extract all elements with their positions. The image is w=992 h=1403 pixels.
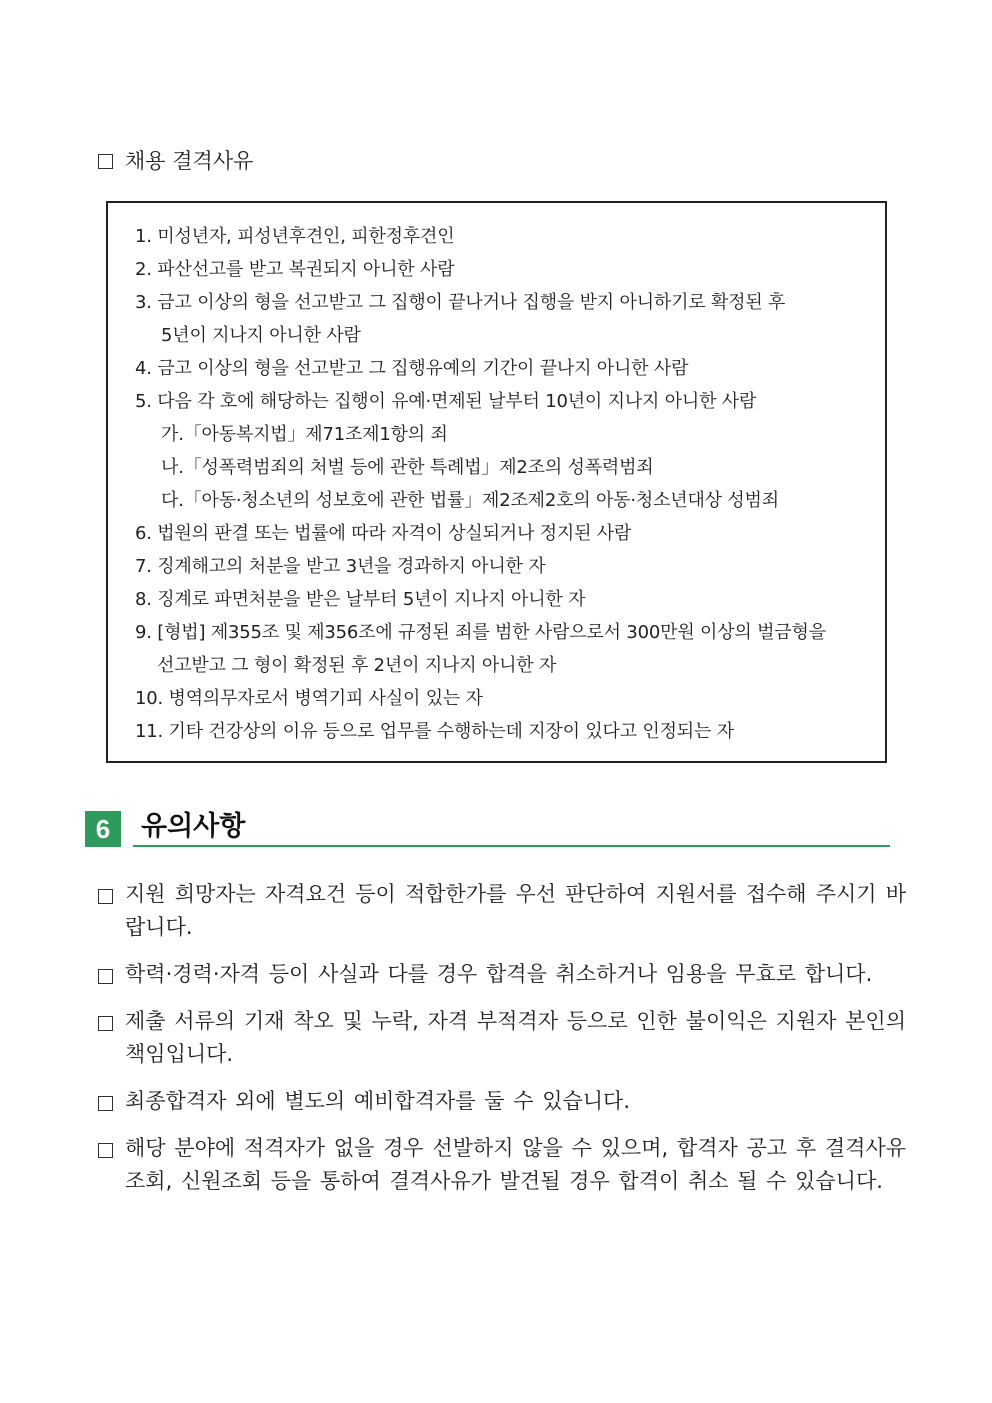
list-item-continuation: 5년이 지나지 아니한 사람 [161, 325, 361, 346]
notice-item [98, 1132, 906, 1198]
notice-item [98, 958, 906, 991]
checkbox-square-icon [98, 1016, 113, 1031]
notice-item [98, 878, 906, 944]
list-subitem: 나.「성폭력범죄의 처벌 등에 관한 특례법」제2조의 성폭력범죄 [161, 457, 654, 478]
checkbox-square-icon [98, 1143, 113, 1158]
list-item: 2. 파산선고를 받고 복권되지 아니한 사람 [135, 259, 455, 280]
disqualification-box [106, 201, 887, 763]
notice-text: 해당 분야에 적격자가 없을 경우 선발하지 않을 수 있으며, 합격자 공고 후 결격사유 조회, 신원조회 등을 통하여 결격사유가 발견될 경우 합격이 취소 될 수 있습니다. [125, 1136, 906, 1193]
list-item: 3. 금고 이상의 형을 선고받고 그 집행이 끝나거나 집행을 받지 아니하기로 확정된 후 [135, 292, 786, 313]
notice-text: 학력·경력·자격 등이 사실과 다를 경우 합격을 취소하거나 임용을 무효로 합니다. [125, 962, 873, 986]
section-number-badge: 6 [85, 811, 121, 847]
list-item: 6. 법원의 판결 또는 법률에 따라 자격이 상실되거나 정지된 사람 [135, 523, 632, 544]
checkbox-square-icon [98, 1096, 113, 1111]
list-item: 1. 미성년자, 피성년후견인, 피한정후견인 [135, 226, 455, 247]
list-subitem: 다.「아동·청소년의 성보호에 관한 법률」제2조제2호의 아동·청소년대상 성범죄 [161, 490, 779, 511]
notice-list [98, 878, 906, 1212]
notice-item [98, 1085, 906, 1118]
list-item: 8. 징계로 파면처분을 받은 날부터 5년이 지나지 아니한 자 [135, 589, 586, 610]
section-title: 유의사항 [141, 811, 246, 842]
notice-text: 지원 희망자는 자격요건 등이 적합한가를 우선 판단하여 지원서를 접수해 주시기 바랍니다. [125, 882, 906, 939]
list-item: 7. 징계해고의 처분을 받고 3년을 경과하지 아니한 자 [135, 556, 546, 577]
notice-item [98, 1005, 906, 1071]
list-item: 4. 금고 이상의 형을 선고받고 그 집행유예의 기간이 끝나지 아니한 사람 [135, 358, 689, 379]
checkbox-square-icon [98, 889, 113, 904]
list-item: 11. 기타 건강상의 이유 등으로 업무를 수행하는데 지장이 있다고 인정되는 자 [135, 721, 734, 742]
list-item: 9. [형법] 제355조 및 제356조에 규정된 죄를 범한 사람으로서 300만원 이상의 벌금형을 [135, 622, 826, 643]
list-item-continuation: 선고받고 그 형이 확정된 후 2년이 지나지 아니한 자 [157, 655, 557, 676]
list-subitem: 가.「아동복지법」제71조제1항의 죄 [161, 424, 448, 445]
section-underline [133, 845, 890, 847]
disqualification-title: 채용 결격사유 [125, 149, 254, 173]
notice-text: 제출 서류의 기재 착오 및 누락, 자격 부적격자 등으로 인한 불이익은 지원자 본인의 책임입니다. [125, 1009, 906, 1066]
disqualification-heading [98, 146, 253, 176]
list-item: 5. 다음 각 호에 해당하는 집행이 유예·면제된 날부터 10년이 지나지 아니한 사람 [135, 391, 757, 412]
checkbox-square-icon [98, 969, 113, 984]
notice-text: 최종합격자 외에 별도의 예비합격자를 둘 수 있습니다. [125, 1089, 631, 1113]
list-item: 10. 병역의무자로서 병역기피 사실이 있는 자 [135, 688, 483, 709]
checkbox-square-icon [98, 154, 113, 169]
